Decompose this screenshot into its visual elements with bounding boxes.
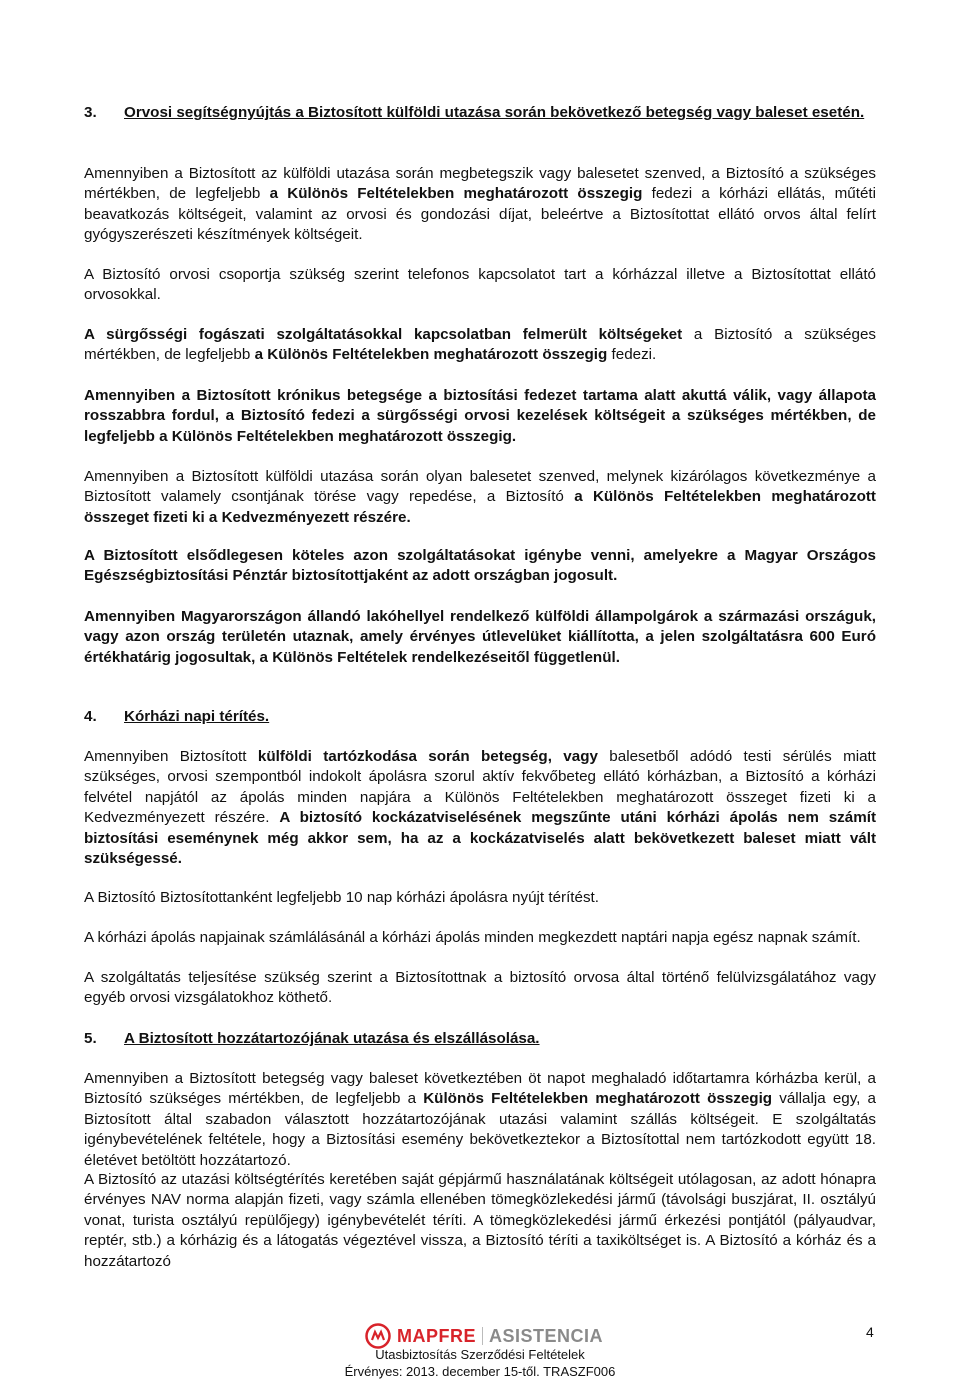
section-title: A Biztosított hozzátartozójának utazása és elszállásolása. [124, 1030, 540, 1047]
text-run: vállalja egy, a Biztosított által szabadon választott hozzátartozójának utazási valamint szállás költségeit. E szolgáltatás igénybevételének feltétele, hogy a Biztosítási esemény bekövetkeztekor a Biztosítottal nem tartózkodott együtt 18. életévet betöltött hozzátartozó. [84, 1090, 876, 1169]
paragraph: A Biztosító orvosi csoportja szükség szerint telefonos kapcsolatot tart a kórházzal illetve a Biztosítottat ellátó orvosokkal. [84, 266, 876, 304]
section-number: 3. [84, 104, 97, 121]
section-number: 4. [84, 708, 97, 725]
text-run: balesetből adódó testi sérülés miatt szükséges, orvosi szempontból indokolt ápolásra szorul aktív fekvőbeteg ellátó kórházban, a Biztosító a kórházi felvétel napjától az ápolás minden napjára a Különös Feltételekben meghatározott összeget fizeti ki a Kedvezményezett részére. [84, 748, 876, 827]
paragraph [84, 164, 876, 246]
text-run: Amennyiben a Biztosított az külföldi utazása során megbetegszik vagy balesetet szenved, a Biztosító a szükséges mértékben, de legfeljebb [84, 165, 876, 203]
text-run-bold: A biztosító kockázatviselésének megszűnte utáni kórházi ápolás nem számít biztosítási eseménynek még akkor sem, ha az a kockázatviselés alatt bekövetkezett baleset miatt vált szükségessé. [84, 809, 877, 868]
section-3-heading [84, 103, 876, 123]
footer-line-2: Érvényes: 2013. december 15-től. TRASZF006 [344, 1364, 616, 1379]
footer-line-1: Utasbiztosítás Szerződési Feltételek [375, 1347, 585, 1362]
logo-divider [482, 1327, 483, 1345]
paragraph-bold: A Biztosított elsődlegesen köteles azon szolgáltatásokat igénybe venni, amelyekre a Magyar Országos Egészségbiztosítási Pénztár biztosítottjaként az adott országban jogosult. [84, 547, 876, 585]
section-number: 5. [84, 1030, 97, 1047]
paragraph [84, 325, 876, 366]
logo-subbrand: ASISTENCIA [489, 1325, 604, 1346]
section-5-heading [84, 1029, 876, 1049]
paragraph [84, 1069, 876, 1171]
paragraph-bold: Amennyiben a Biztosított krónikus betegsége a biztosítási fedezet tartama alatt akuttá válik, vagy állapota rosszabbra fordul, a Biztosító fedezi a sürgősségi orvosi kezelések költségeit a szükséges mértékben, de legfeljebb a Különös Feltételekben meghatározott összegig. [84, 387, 876, 445]
paragraph [84, 747, 876, 869]
mapfre-logo [365, 1322, 603, 1350]
paragraph: A szolgáltatás teljesítése szükség szerint a Biztosítottnak a biztosító orvosa által történő felülvizsgálatához vagy egyéb orvosi vizsgálatokhoz köthető. [84, 969, 876, 1007]
text-run-bold: Különös Feltételekben meghatározott összegig [423, 1090, 773, 1108]
text-run-bold: A sürgősségi fogászati szolgáltatásokkal kapcsolatban felmerült költségeket [84, 326, 683, 343]
section-title: Orvosi segítségnyújtás a Biztosított külföldi utazása során bekövetkező betegség vagy baleset esetén. [124, 104, 865, 121]
text-run: fedezi a kórházi ellátás, műtéti beavatkozás költségeit, valamint az orvosi és gondozási díjat, beleértve a Biztosítottat ellátó orvos által felírt gyógyszerészeti készítmények költségeit. [84, 185, 876, 244]
mapfre-emblem-icon [365, 1323, 391, 1349]
text-run: Amennyiben Biztosított [84, 748, 258, 765]
section-title: Kórházi napi térítés. [124, 708, 270, 725]
paragraph [84, 467, 876, 528]
text-run: Amennyiben a Biztosított betegség vagy baleset következtében öt napot meghaladó időtartamra kórházba kerül, a Biztosító szükséges mértékben, de legfeljebb a [84, 1070, 876, 1108]
page-number: 4 [866, 1324, 874, 1340]
text-run: Amennyiben a Biztosított külföldi utazása során olyan balesetet szenved, melynek kizárólagos következménye a Biztosított valamely csontjának törése vagy repedése, a Biztosító [84, 468, 876, 506]
text-run-bold: a Különös Feltételekben meghatározott összegig [269, 185, 643, 203]
text-run-bold: a Különös Feltételekben meghatározott összegig [254, 346, 608, 364]
paragraph: A kórházi ápolás napjainak számlálásánál a kórházi ápolás minden megkezdett naptári napja egész napnak számít. [84, 929, 861, 946]
paragraph: A Biztosító Biztosítottanként legfeljebb 10 nap kórházi ápolásra nyújt térítést. [84, 889, 599, 906]
paragraph: A Biztosító az utazási költségtérítés keretében saját gépjármű használatának költségeit utólagosan, az adott hónapra érvényes NAV norma alapján fizeti, vagy számla ellenében tömegközlekedési jármű (távolsági buszjárat, II. osztályú vonat, turista osztályú repülőjegy) igénybevételét téríti. A tömegközlekedési jármű érkezési pontjától (pályaudvar, reptér, stb.) a kórházig és a látogatás végeztével vissza, a Biztosító téríti a taxiköltséget is. A Biztosító a kórház és a hozzátartozó [84, 1171, 876, 1270]
section-4-heading [84, 707, 876, 727]
logo-brand: MAPFRE [397, 1325, 476, 1346]
text-run-bold: külföldi tartózkodása során betegség, vagy [257, 748, 598, 765]
text-run: a Biztosító a szükséges mértékben, de legfeljebb [84, 326, 876, 364]
text-run: fedezi. [607, 346, 657, 364]
paragraph-bold: Amennyiben Magyarországon állandó lakóhellyel rendelkező külföldi állampolgárok a származási országuk, vagy azon ország területén utaznak, amely érvényes útlevelüket kiállította, a jelen szolgáltatásra 600 Euró értékhatárig jogosultak, a Különös Feltételek rendelkezéseitől függetlenül. [84, 608, 876, 666]
text-run-bold: a Különös Feltételekben meghatározott összeget fizeti ki a Kedvezményezett részére. [84, 488, 876, 526]
